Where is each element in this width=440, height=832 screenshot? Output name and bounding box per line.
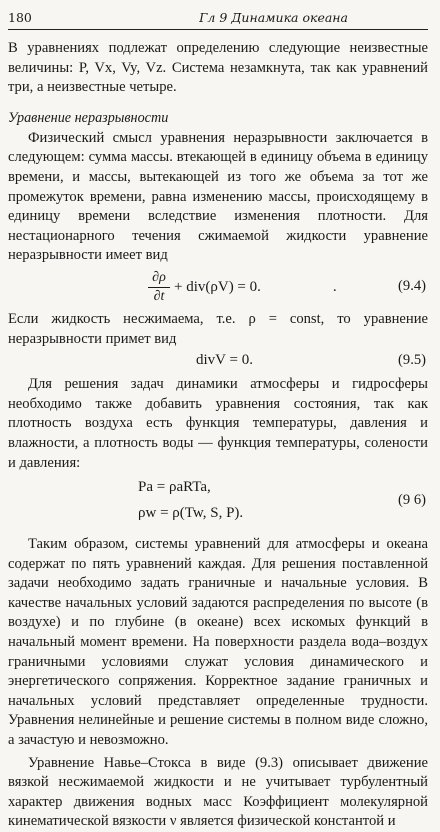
partial-fraction (148, 270, 170, 305)
equation-9-4 (8, 266, 428, 310)
section-title: Уравнение неразрывности (8, 109, 169, 126)
paragraph-continuity-meaning: Физический смысл уравнения неразрывности заключается в следующем: сумма массы. втекающей в единицу объема в единицу времени, и массы, вытекающей из того же объема за тот же промежуток времени, равна изменению массы, происходящему в единицу времени вследствие изменения плотности. Для нестационарного течения сжимаемой жидкости уравнение неразрывности имеет вид (8, 129, 428, 264)
paragraph-unknowns: В уравнениях подлежат определению следующие неизвестные величины: P, Vx, Vy, Vz. Система незамкнута, так как уравнений три, а неизвестные четыре. (8, 40, 428, 96)
paragraph-state-equations: Для решения задач динамики атмосферы и гидросферы необходимо также добавить уравнения состояния, так как плотность воздуха есть функция температуры, давления и влажности, а плотность воды — функция температуры, солености и давления: (8, 376, 428, 471)
fraction-bar (148, 287, 170, 288)
equation-9-5 (8, 349, 428, 375)
running-title: Гл 9 Динамика океана (199, 10, 348, 25)
paragraph-navier-stokes: Уравнение Навье–Стокса в виде (9.3) описывает движение вязкой несжимаемой жидкости и не учитывает турбулентный характер движения водных масс Коэффициент молекулярной кинематической вязкости ν является физической константой и (8, 754, 428, 830)
equation-9-4-dot: . (332, 279, 337, 296)
paragraph-boundary-conditions: Таким образом, системы уравнений для атмосферы и океана содержат по пять уравнений каждая. Для решения поставленной задачи необходимо задать граничные и начальные условия. В качестве начальных условий задаются распределения по высоте (в воздухе) и по глубине (в океане) всех искомых функций в начальный момент времени. На поверхности раздела вода–воздух граничными условиями служат условия динамического и энергетического сопряжения. Корректное задание граничных и начальных условий представляет определенные трудности. Уравнения нелинейные и решение системы в полном виде сложно, а зачастую и невозможно. (8, 536, 428, 749)
equation-9-5-body: divV = 0. (196, 352, 253, 369)
fraction-denominator: ∂t (153, 289, 165, 305)
equation-9-6-number: (9 6) (398, 492, 426, 509)
equation-9-6 (8, 473, 428, 535)
equation-9-6-line-2: ρw = ρ(Tw, S, P). (138, 505, 244, 522)
page-header (8, 10, 428, 30)
paragraph-incompressible: Если жидкость несжимаема, т.е. ρ = const, то уравнение неразрывности примет вид (8, 310, 428, 347)
equation-9-4-body (148, 266, 337, 310)
equation-9-5-number: (9.5) (398, 352, 426, 369)
equation-9-4-number: (9.4) (398, 277, 426, 294)
equation-9-4-rest: + div(ρV) = 0. (174, 279, 261, 296)
equation-9-6-line-1: Pa = ρaRTa, (138, 479, 211, 496)
page-number: 180 (8, 10, 32, 25)
fraction-numerator: ∂ρ (152, 270, 166, 286)
